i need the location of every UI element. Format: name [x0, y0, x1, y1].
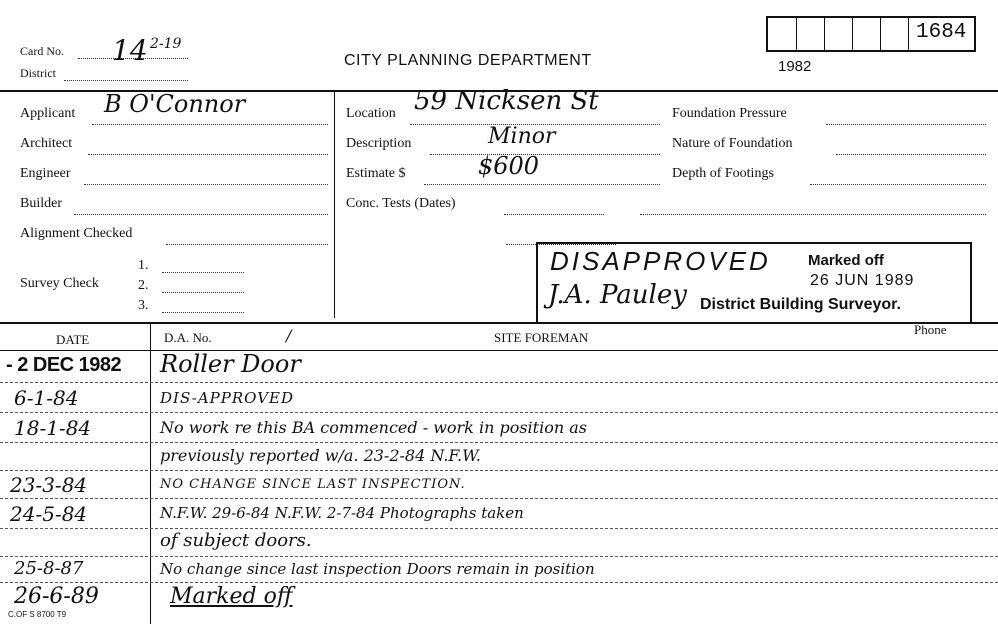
row-entry: previously reported w/a. 23-2-84 N.F.W.	[160, 446, 481, 465]
table-header-rule	[0, 350, 998, 351]
district-label: District	[20, 66, 56, 80]
form-code: C.OF S 8700 T9	[8, 610, 67, 619]
stamp-signature: J.A. Pauley	[548, 280, 687, 310]
card-number-box	[766, 16, 976, 52]
description-label: Description	[346, 136, 412, 151]
table-row	[0, 472, 998, 498]
date-header: DATE	[56, 332, 90, 347]
row-date: 23-3-84	[10, 473, 88, 497]
row-entry: Marked off	[170, 584, 293, 609]
row-entry: No change since last inspection Doors remain in position	[160, 560, 595, 578]
alignment-label: Alignment Checked	[20, 226, 133, 241]
site-foreman-header: SITE FOREMAN	[494, 330, 589, 345]
stamp-surveyor: District Building Surveyor.	[700, 296, 901, 313]
foundation-pressure-label: Foundation Pressure	[672, 106, 787, 121]
location-value: 59 Nicksen St	[414, 86, 599, 116]
phone-header: Phone	[914, 322, 947, 337]
row-date: - 2 DEC 1982	[6, 354, 122, 376]
row-entry: N.F.W. 29-6-84 N.F.W. 2-7-84 Photographs taken	[160, 504, 524, 522]
architect-label: Architect	[20, 136, 73, 151]
stamp-marked-off: Marked off	[808, 252, 884, 269]
table-row	[0, 500, 998, 528]
depth-footings-label: Depth of Footings	[672, 166, 774, 181]
applicant-value: B O'Connor	[104, 90, 246, 118]
location-label: Location	[346, 106, 396, 121]
engineer-label: Engineer	[20, 166, 71, 181]
column-divider	[334, 92, 335, 318]
conc-tests-label: Conc. Tests (Dates)	[346, 196, 456, 211]
survey-item-3: 3.	[138, 298, 149, 313]
applicant-label: Applicant	[20, 106, 76, 121]
row-entry: No work re this BA commenced - work in position as	[160, 418, 587, 437]
table-row	[0, 352, 998, 382]
stamp-date: 26 JUN 1989	[810, 272, 915, 289]
row-date: 6-1-84	[14, 386, 79, 410]
disapproval-stamp	[536, 242, 972, 324]
row-entry: of subject doors.	[160, 530, 312, 551]
row-date: 25-8-87	[14, 558, 84, 579]
row-date: 24-5-84	[10, 502, 88, 526]
card-number: 1684	[916, 21, 967, 44]
row-date: 18-1-84	[14, 416, 92, 440]
table-row	[0, 414, 998, 442]
row-entry: Roller Door	[160, 350, 301, 378]
row-date: 26-6-89	[14, 584, 99, 609]
row-entry: DIS-APPROVED	[160, 389, 294, 407]
estimate-value: $600	[478, 152, 540, 180]
table-row	[0, 530, 998, 556]
nature-foundation-label: Nature of Foundation	[672, 136, 793, 151]
table-row	[0, 558, 998, 582]
survey-item-2: 2.	[138, 278, 149, 293]
stamp-status: DISAPPROVED	[550, 246, 771, 276]
survey-item-1: 1.	[138, 258, 149, 273]
card-no-value-2: 2-19	[150, 36, 182, 52]
table-row	[0, 384, 998, 412]
table-row	[0, 584, 998, 610]
page-title: CITY PLANNING DEPARTMENT	[344, 52, 592, 69]
row-entry: NO CHANGE SINCE LAST INSPECTION.	[160, 477, 466, 492]
card-no-value: 14	[112, 34, 148, 67]
description-value: Minor	[488, 124, 556, 149]
survey-check-label: Survey Check	[20, 276, 99, 291]
year: 1982	[778, 58, 812, 75]
table-row	[0, 444, 998, 470]
da-no-header: D.A. No.	[164, 330, 212, 345]
card-no-label: Card No.	[20, 44, 64, 58]
estimate-label: Estimate $	[346, 166, 406, 181]
da-no-value: /	[286, 326, 292, 345]
card-header	[0, 0, 998, 90]
builder-label: Builder	[20, 196, 62, 211]
